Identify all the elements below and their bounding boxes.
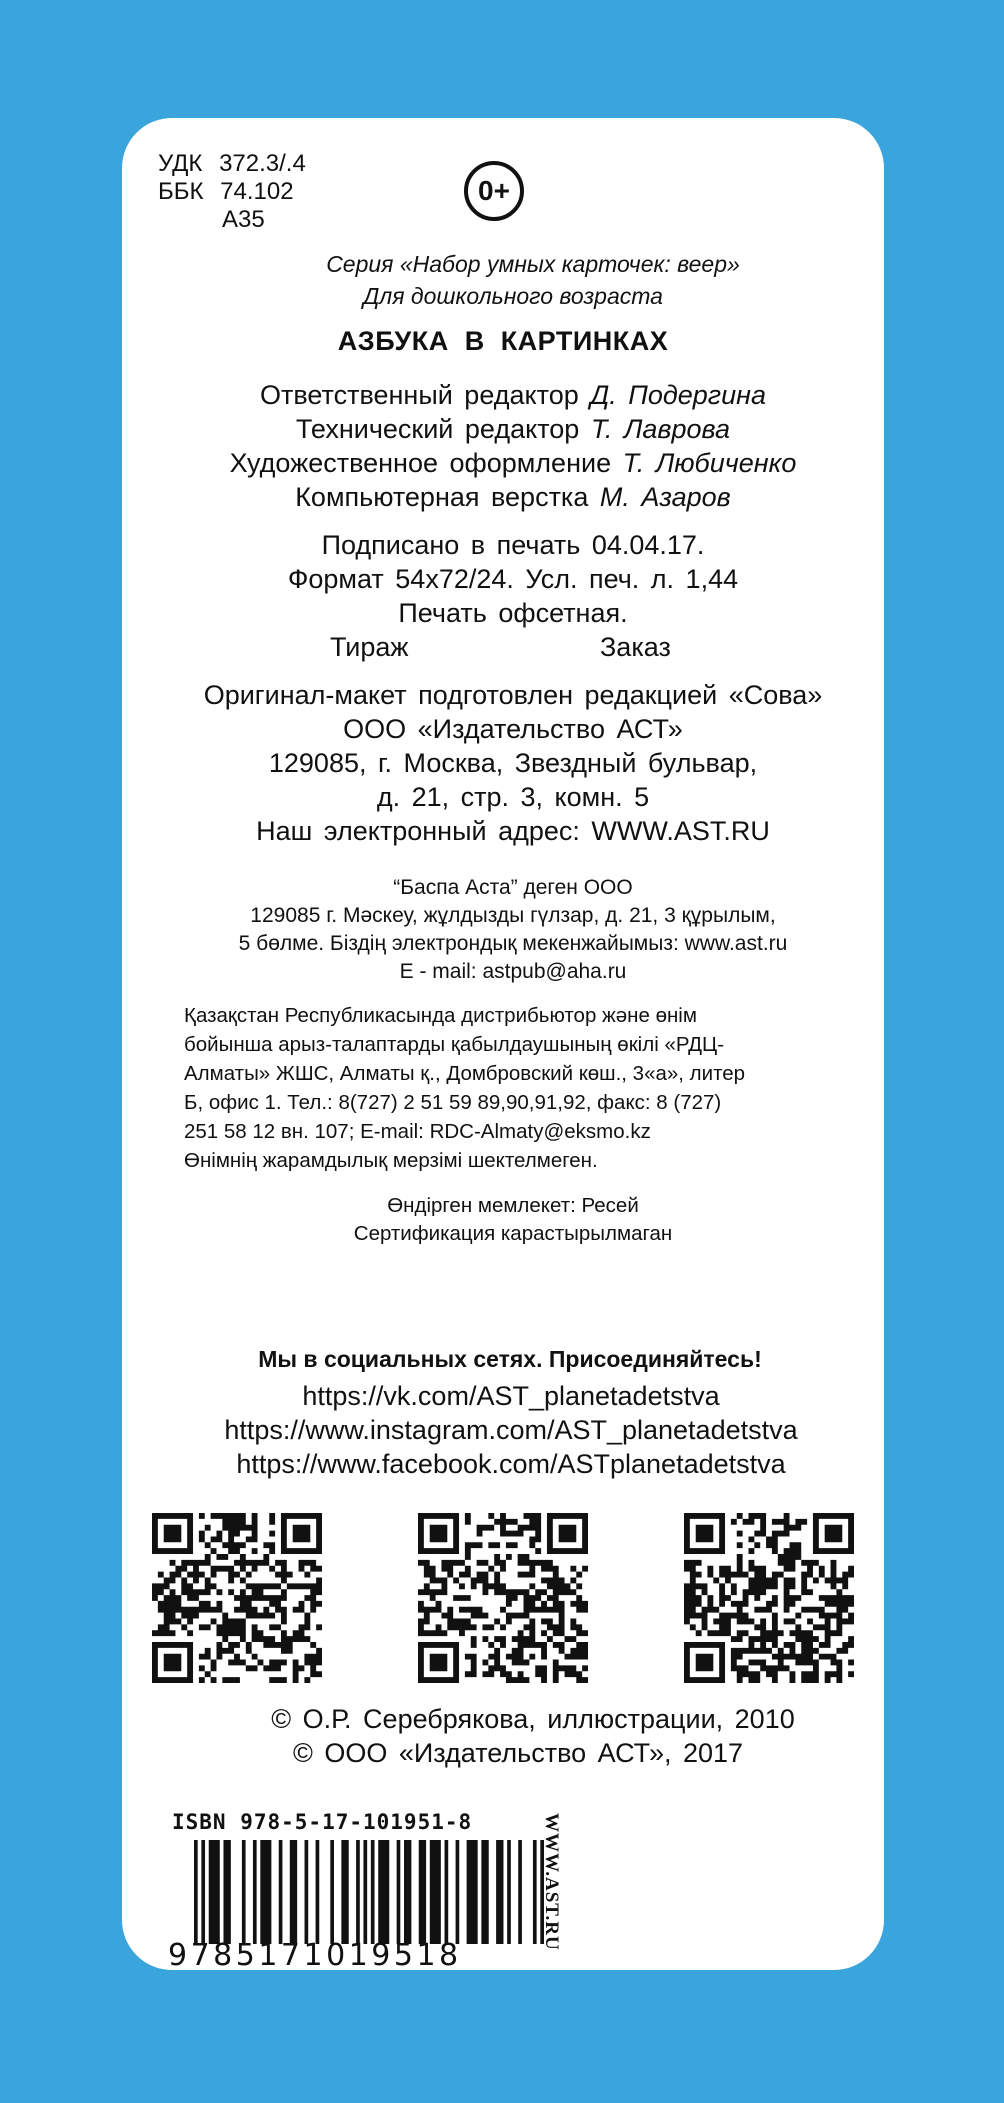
kz-distributor-line: Б, офис 1. Тел.: 8(727) 2 51 59 89,90,91,92, факс: 8 (727) bbox=[184, 1091, 722, 1114]
qr-modules bbox=[684, 1513, 854, 1683]
kz-publisher-line: “Баспа Аста” деген ООО bbox=[393, 876, 633, 899]
social-link-vk[interactable]: https://vk.com/AST_planetadetstva bbox=[302, 1381, 720, 1411]
publisher-name: ООО «Издательство АСТ» bbox=[343, 714, 683, 744]
kz-publisher-line: 5 бөлме. Біздің электрондық мекенжайымыз: www.ast.ru bbox=[238, 932, 788, 955]
vertical-web-address: WWW.AST.RU bbox=[541, 1813, 562, 1951]
series-line: Серия «Набор умных карточек: веер» bbox=[326, 251, 740, 277]
print-method-line: Печать офсетная. bbox=[398, 598, 628, 628]
credit-line bbox=[142, 480, 884, 514]
credit-line bbox=[142, 412, 884, 446]
origin-line: Өндірген мемлекет: Ресей bbox=[387, 1194, 639, 1217]
signed-line: Подписано в печать 04.04.17. bbox=[321, 530, 705, 560]
credit-name: Т. Любиченко bbox=[622, 448, 797, 478]
social-heading: Мы в социальных сетях. Присоединяйтесь! bbox=[258, 1346, 762, 1372]
qr-code-instagram[interactable] bbox=[418, 1513, 588, 1683]
qr-modules bbox=[418, 1513, 588, 1683]
book-title: АЗБУКА В КАРТИНКАХ bbox=[337, 326, 669, 356]
credit-role: Ответственный редактор bbox=[259, 380, 579, 410]
kz-distributor-line: Өнімнің жарамдылық мерзімі шектелмеген. bbox=[184, 1149, 598, 1172]
credit-name: Т. Лаврова bbox=[590, 414, 731, 444]
qr-code-facebook[interactable] bbox=[684, 1513, 854, 1683]
qr-code-vk[interactable] bbox=[152, 1513, 322, 1683]
barcode-digits: 9785171019518 bbox=[168, 1938, 462, 1970]
credit-role: Технический редактор bbox=[295, 414, 580, 444]
author-mark: А35 bbox=[222, 206, 265, 233]
social-link-facebook[interactable]: https://www.facebook.com/ASTplanetadetstva bbox=[236, 1449, 786, 1479]
kz-distributor-line: бойынша арыз-талаптарды қабылдаушының өкілі «РДЦ- bbox=[184, 1033, 725, 1056]
credit-role: Компьютерная верстка bbox=[295, 482, 589, 512]
bbk-value: 74.102 bbox=[220, 178, 294, 205]
publisher-address-2: д. 21, стр. 3, комн. 5 bbox=[376, 782, 650, 812]
credit-line bbox=[142, 446, 884, 480]
publisher-address-1: 129085, г. Москва, Звездный бульвар, bbox=[268, 748, 758, 778]
kz-distributor-line: Қазақстан Республикасында дистрибьютор және өнім bbox=[184, 1004, 697, 1027]
udk-label: УДК bbox=[158, 150, 203, 177]
isbn-label: ISBN 978-5-17-101951-8 bbox=[172, 1810, 473, 1834]
credit-line bbox=[142, 378, 884, 412]
imprint-card bbox=[122, 118, 884, 1970]
social-link-instagram[interactable]: https://www.instagram.com/AST_planetadetstva bbox=[224, 1415, 798, 1445]
kz-distributor-line: 251 58 12 вн. 107; E-mail: RDC-Almaty@eksmo.kz bbox=[184, 1120, 651, 1143]
layout-credit-line: Оригинал-макет подготовлен редакцией «Сова» bbox=[203, 680, 823, 710]
kz-publisher-line: E - mail: astpub@aha.ru bbox=[399, 960, 627, 983]
udk-line bbox=[158, 150, 306, 178]
bbk-line bbox=[158, 178, 294, 206]
credit-role: Художественное оформление bbox=[229, 448, 612, 478]
age-rating-badge: 0+ bbox=[464, 161, 524, 221]
format-line: Формат 54x72/24. Усл. печ. л. 1,44 bbox=[287, 564, 739, 594]
order-label: Заказ bbox=[600, 632, 671, 662]
credit-name: М. Азаров bbox=[599, 482, 731, 512]
kz-publisher-line: 129085 г. Мәскеу, жұлдызды гүлзар, д. 21, 3 құрылым, bbox=[250, 904, 776, 927]
kz-distributor-line: Алматы» ЖШС, Алматы қ., Домбровский көш., 3«а», литер bbox=[184, 1062, 746, 1085]
print-run-label: Тираж bbox=[330, 632, 409, 662]
publisher-web: Наш электронный адрес: WWW.AST.RU bbox=[256, 816, 770, 846]
copyright-publisher: © ООО «Издательство АСТ», 2017 bbox=[292, 1738, 744, 1768]
audience-line: Для дошкольного возраста bbox=[363, 283, 663, 309]
copyright-illustrations: © О.Р. Серебрякова, иллюстрации, 2010 bbox=[271, 1704, 795, 1734]
bbk-label: ББК bbox=[158, 178, 204, 205]
qr-modules bbox=[152, 1513, 322, 1683]
udk-value: 372.3/.4 bbox=[219, 150, 306, 177]
credit-name: Д. Подергина bbox=[590, 380, 767, 410]
barcode-bars bbox=[194, 1840, 544, 1944]
isbn-barcode bbox=[194, 1840, 544, 1944]
certification-line: Сертификация карастырылмаган bbox=[353, 1222, 673, 1245]
